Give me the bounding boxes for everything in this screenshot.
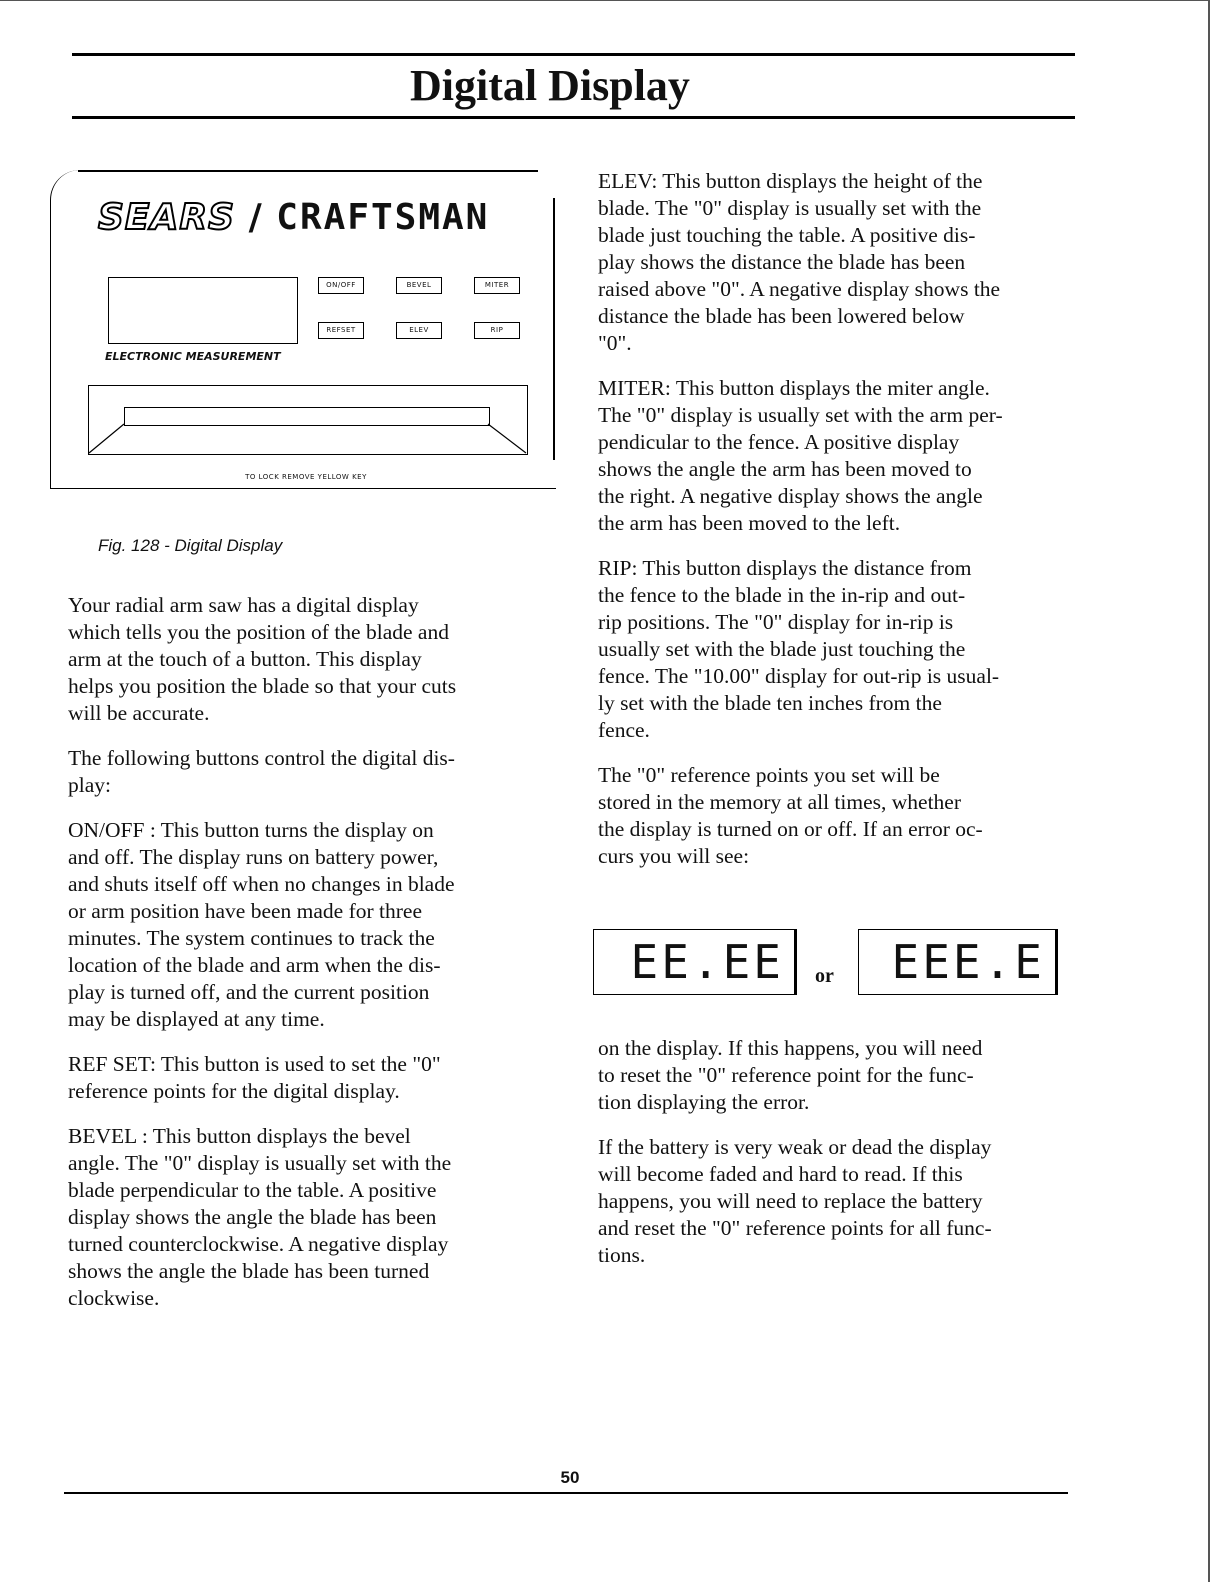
title-rule-bottom (72, 116, 1075, 119)
footer-rule (64, 1492, 1068, 1494)
brand-sears: SEARS (98, 197, 236, 238)
error-display-2-text: EEE.E (891, 935, 1045, 989)
page-title: Digital Display (410, 61, 690, 110)
elev-button[interactable]: ELEV (396, 322, 442, 339)
error-display-1-text: EE.EE (630, 935, 784, 989)
page-border-right (1208, 0, 1210, 1582)
lock-instruction-label: TO LOCK REMOVE YELLOW KEY (245, 473, 367, 481)
rip-button[interactable]: RIP (474, 322, 520, 339)
rip-paragraph: RIP: This button displays the distance from the fence to the blade in the in-rip and out- rip positions. The "0" display for in-rip is usually set with the blade just touching the fence. The "10.00" display for out-rip is usual- ly set with the blade ten inches from the fence. (598, 556, 1000, 742)
battery-paragraph: If the battery is very weak or dead the display will become faded and hard to read. If this happens, you will need to replace the battery and reset the "0" reference points for all func- tions. (598, 1135, 992, 1267)
brand-craftsman: CRAFTSMAN (276, 197, 490, 238)
error-display-1 (593, 929, 797, 995)
title-rule-top (72, 53, 1075, 56)
intro-paragraph: Your radial arm saw has a digital display which tells you the position of the blade and arm at the touch of a button. This display helps you position the blade so that your cuts will be accurate. (68, 593, 457, 725)
on-off-paragraph: ON/OFF : This button turns the display on and off. The display runs on battery power, and shuts itself off when no changes in blade or arm position have been made for three minutes. The system continues to track the location of the blade and arm when the dis- play is turned off, and the current position may be displayed at any time. (68, 818, 455, 1031)
error-display-or: or (815, 965, 834, 987)
lock-recess-lines (50, 170, 562, 496)
page-number: 50 (560, 1468, 580, 1487)
buttons-intro-paragraph: The following buttons control the digital dis- play: (68, 746, 455, 797)
page-border-top (0, 0, 1210, 1)
elev-paragraph: ELEV: This button displays the height of the blade. The "0" display is usually set with the blade just touching the table. A positive dis- play shows the distance the blade has been raised above "0". A negative display shows the distance the blade has been lowered below "0". (598, 169, 1001, 355)
figure-caption: Fig. 128 - Digital Display (98, 536, 283, 555)
digital-display-figure (50, 170, 562, 496)
miter-paragraph: MITER: This button displays the miter angle. The "0" display is usually set with the arm per- pendicular to the fence. A positive display shows the angle the arm has been moved to the right. A negative display shows the angle the arm has been moved to the left. (598, 376, 1003, 535)
right-column-bottom (598, 1035, 1098, 1287)
reference-points-paragraph: The "0" reference points you set will be stored in the memory at all times, whether the display is turned on or off. If an error oc- curs you will see: (598, 763, 983, 868)
on-off-button[interactable]: ON/OFF (318, 277, 364, 294)
bevel-paragraph: BEVEL : This button displays the bevel angle. The "0" display is usually set with the blade perpendicular to the table. A positive display shows the angle the blade has been turned counterclockwise. A negative display shows the angle the blade has been turned clockwise. (68, 1124, 452, 1310)
electronic-measurement-label: ELECTRONIC MEASUREMENT (105, 350, 281, 363)
refset-button[interactable]: REFSET (318, 322, 364, 339)
error-reset-paragraph: on the display. If this happens, you will need to reset the "0" reference point for the func- tion displaying the error. (598, 1036, 983, 1114)
bevel-button[interactable]: BEVEL (396, 277, 442, 294)
miter-button[interactable]: MITER (474, 277, 520, 294)
left-column (68, 592, 558, 1330)
error-display-2 (858, 929, 1058, 995)
ref-set-paragraph: REF SET: This button is used to set the "0" reference points for the digital display. (68, 1052, 441, 1103)
brand-separator: / (248, 197, 263, 238)
right-column-top (598, 168, 1098, 888)
